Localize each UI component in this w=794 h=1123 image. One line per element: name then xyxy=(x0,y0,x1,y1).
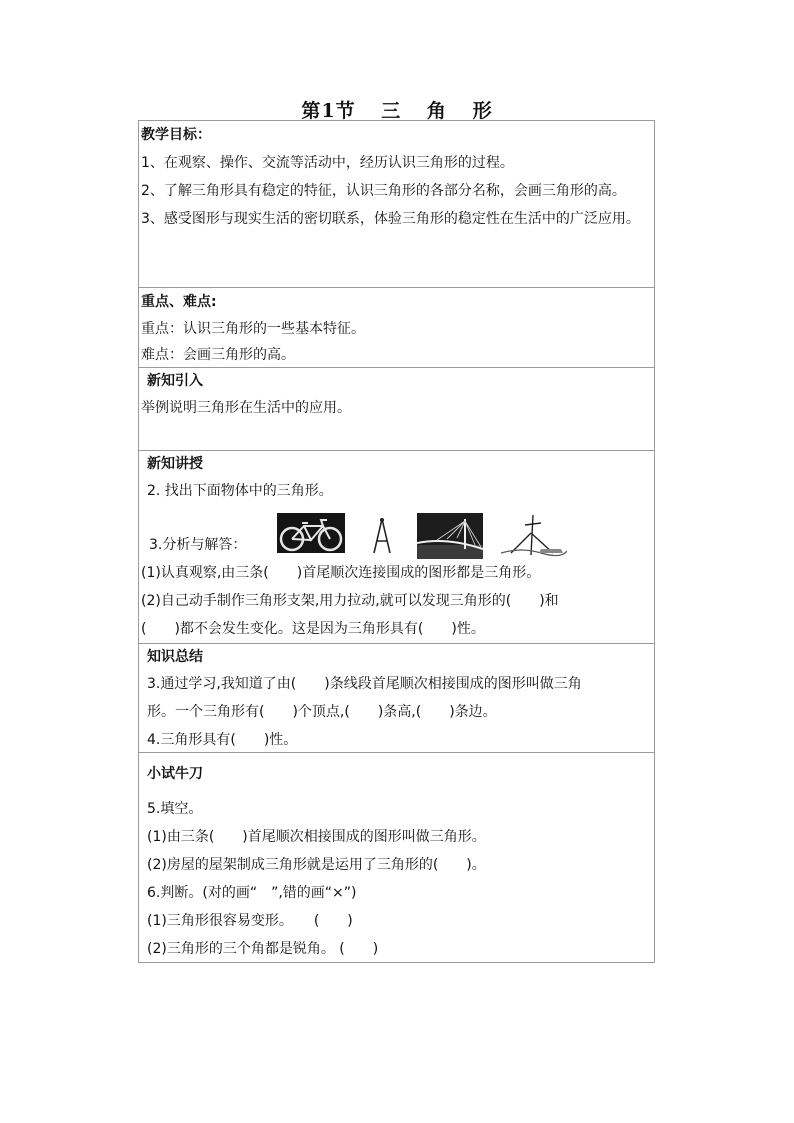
practice-item-4: 6.判断。(对的画“ ”,错的画“×”) xyxy=(147,885,357,901)
bicycle-image xyxy=(277,513,345,553)
teaching-heading: 新知讲授 xyxy=(147,456,203,472)
section-intro xyxy=(139,367,654,450)
goals-heading: 教学目标： xyxy=(141,127,211,143)
teaching-item-3: ( )都不会发生变化。这是因为三角形具有( )性。 xyxy=(141,621,485,637)
practice-heading: 小试牛刀 xyxy=(147,766,203,782)
key-point-2: 难点：会画三角形的高。 xyxy=(141,347,295,363)
teaching-item-1: (1)认真观察,由三条( )首尾顺次连接围成的图形都是三角形。 xyxy=(141,565,541,581)
teaching-question-3: 3.分析与解答： xyxy=(149,537,247,553)
summary-heading: 知识总结 xyxy=(147,649,203,665)
teaching-question-2: 2. 找出下面物体中的三角形。 xyxy=(147,483,333,499)
practice-item-2: (1)由三条( )首尾顺次相接围成的图形叫做三角形。 xyxy=(147,829,486,845)
power-pole-image xyxy=(501,513,567,559)
key-point-1: 重点：认识三角形的一些基本特征。 xyxy=(141,321,365,337)
goal-item-2: 2、了解三角形具有稳定的特征，认识三角形的各部分名称，会画三角形的高。 xyxy=(141,183,626,199)
section-teaching xyxy=(139,450,654,643)
summary-item-1: 3.通过学习,我知道了由( )条线段首尾顺次相接围成的图形叫做三角 xyxy=(147,676,582,692)
title-part-3: 角 xyxy=(426,100,447,122)
teaching-item-2: (2)自己动手制作三角形支架,用力拉动,就可以发现三角形的( )和 xyxy=(141,593,559,609)
section-key-points xyxy=(139,287,654,367)
title-part-1: 第1节 xyxy=(301,100,356,122)
bridge-image xyxy=(417,513,483,559)
goal-item-3: 3、感受图形与现实生活的密切联系，体验三角形的稳定性在生活中的广泛应用。 xyxy=(141,211,640,227)
practice-item-5: (1)三角形很容易变形。 ( ) xyxy=(147,913,353,929)
lesson-table xyxy=(138,120,655,963)
summary-item-3: 4.三角形具有( )性。 xyxy=(147,732,298,748)
key-points-heading: 重点、难点: xyxy=(141,294,217,310)
compass-image xyxy=(371,517,393,555)
section-practice xyxy=(139,752,654,962)
practice-item-6: (2)三角形的三个角都是锐角。 ( ) xyxy=(147,941,379,957)
summary-item-2: 形。一个三角形有( )个顶点,( )条高,( )条边。 xyxy=(147,704,497,720)
section-goals xyxy=(139,121,654,287)
section-summary xyxy=(139,643,654,752)
intro-item-1: 举例说明三角形在生活中的应用。 xyxy=(141,400,351,416)
practice-item-1: 5.填空。 xyxy=(147,801,203,817)
title-part-4: 形 xyxy=(472,100,493,122)
goal-item-1: 1、在观察、操作、交流等活动中，经历认识三角形的过程。 xyxy=(141,155,514,171)
intro-heading: 新知引入 xyxy=(147,373,203,389)
title-part-2: 三 xyxy=(381,100,402,122)
page-title xyxy=(0,96,794,123)
practice-item-3: (2)房屋的屋架制成三角形就是运用了三角形的( )。 xyxy=(147,857,486,873)
